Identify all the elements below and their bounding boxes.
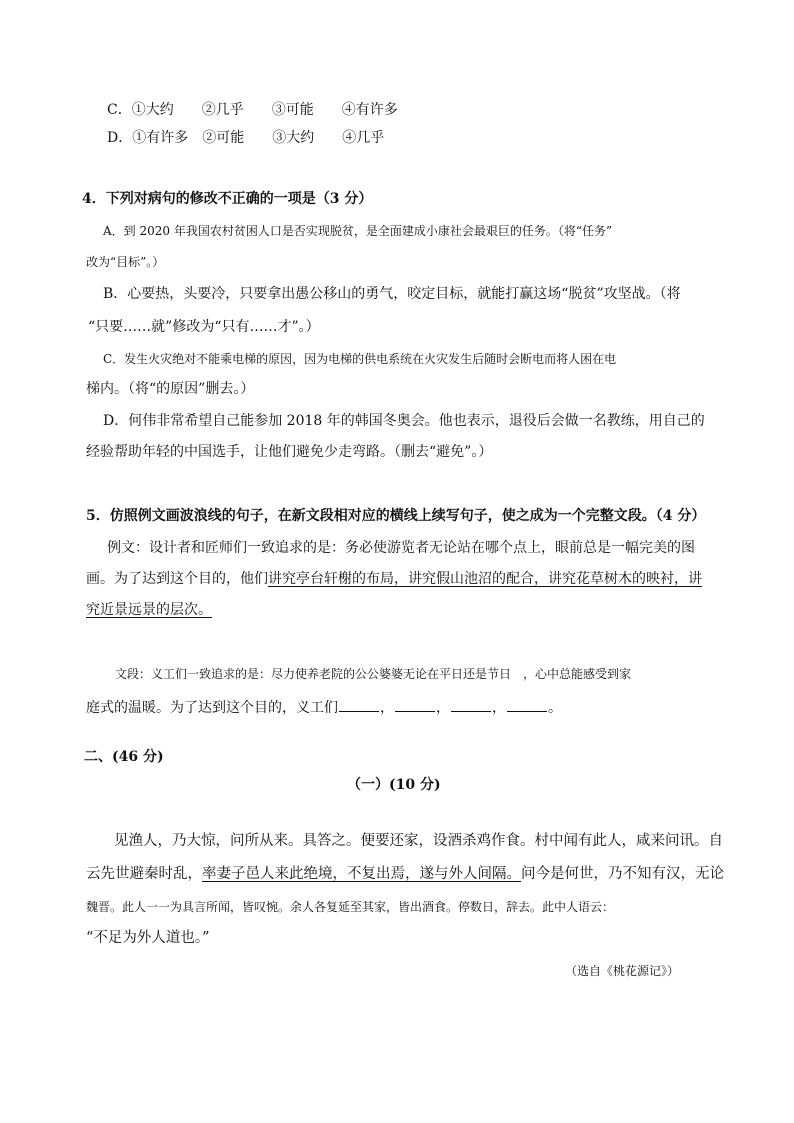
q4-option-a-line1: A．到 2020 年我国农村贫困人口是否实现脱贫，是全面建成小康社会最艰巨的任务。（将“任务”: [103, 224, 613, 238]
answer-blank-4[interactable]: [507, 697, 547, 712]
comma: ，: [436, 700, 450, 716]
answer-blank-1[interactable]: [339, 697, 379, 712]
comma: ，: [492, 700, 506, 716]
q4-option-b-line1: B．心要热，头要冷，只要拿出愚公移山的勇气，咬定目标，就能打赢这场“脱贫”攻坚战。（将: [103, 286, 681, 302]
q5-passage-line1: 文段：义工们一致追求的是：尽力使养老院的公公婆婆无论在平日还是节日 ，心中总能感受到家: [115, 667, 632, 681]
q4-option-d-line1: D．何伟非常希望自己能参加 2018 年的韩国冬奥会。他也表示，退役后会做一名教练，用自己的: [103, 413, 705, 429]
period: 。: [548, 700, 562, 716]
q5-example-line2-plain: 画。为了达到这个目的，他们: [86, 571, 268, 587]
section-2-heading: 二、(46 分): [84, 749, 164, 765]
q5-example-line2: [86, 570, 702, 588]
question-4-title: 4．下列对病句的修改不正确的一项是（3 分）: [82, 191, 373, 207]
underlined-sentence: 率妻子邑人来此绝境，不复出焉，遂与外人间隔。: [202, 866, 521, 882]
q5-example-line3: 究近景远景的层次。: [86, 602, 212, 618]
q4-option-b-line2: “只要……就”修改为“只有……才”。）: [88, 319, 320, 335]
option-d: D．①有许多 ②可能 ③大约 ④几乎: [107, 130, 385, 146]
passage-line3: 魏晋。此人一一为具言所闻，皆叹惋。余人各复延至其家，皆出酒食。停数日，辞去。此中人语云：: [86, 900, 615, 914]
passage-line2-start: 云先世避秦时乱，: [86, 866, 202, 882]
answer-blank-3[interactable]: [451, 697, 491, 712]
q5-passage-line2-text: 庭式的温暖。为了达到这个目的，义工们: [86, 700, 338, 716]
q4-option-d-line2: 经验帮助年轻的中国选手，让他们避免少走弯路。（删去“避免”。）: [86, 444, 493, 460]
q5-example-line1: 例文：设计者和匠师们一致追求的是：务必使游览者无论站在哪个点上，眼前总是一幅完美的图: [107, 540, 695, 556]
passage-line1: 见渔人，乃大惊，问所从来。具答之。便要还家，设酒杀鸡作食。村中闻有此人，咸来问讯。自: [114, 833, 723, 849]
q4-option-a-line2: 改为“目标”。）: [86, 255, 165, 269]
passage-source: （选自《桃花源记》）: [565, 964, 680, 978]
passage-line4: “不足为外人道也。”: [86, 930, 210, 946]
comma: ，: [380, 700, 394, 716]
q4-option-c-line2: 梯内。（将“的原因”删去。）: [86, 381, 255, 397]
passage-line2: [86, 865, 724, 883]
q4-option-c-line1: C．发生火灾绝对不能乘电梯的原因，因为电梯的供电系统在火灾发生后随时会断电而将人困在电: [103, 352, 617, 366]
passage-line2-end: 问今是何世，乃不知有汉，无论: [521, 866, 724, 882]
subsection-heading: （一）(10 分): [347, 777, 441, 793]
wavy-underline-sentence: 讲究亭台轩榭的布局，讲究假山池沼的配合，讲究花草树木的映衬，讲: [268, 571, 702, 587]
answer-blank-2[interactable]: [395, 697, 435, 712]
option-c: C．①大约 ②几乎 ③可能 ④有许多: [107, 102, 398, 118]
question-5-title: 5．仿照例文画波浪线的句子，在新文段相对应的横线上续写句子，使之成为一个完整文段。（4 分）: [86, 508, 706, 524]
q5-passage-line2: [86, 697, 562, 717]
